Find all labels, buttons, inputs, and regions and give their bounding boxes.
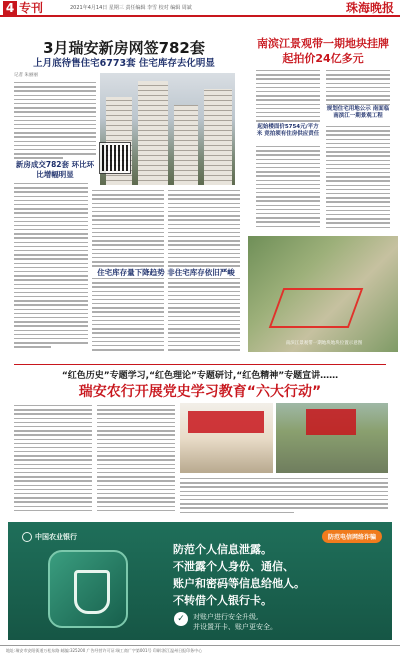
- headline-story1: 3月瑞安新房网签782套: [43, 39, 205, 57]
- headline-story2: 南滨江景观带一期地块挂牌: [257, 37, 389, 50]
- subheadline-story1: 上月底待售住宅6773套 住宅库存去化明显: [33, 58, 215, 69]
- ad-small-1: 对账户进行安全升级,: [193, 613, 259, 621]
- bank-logo: [22, 532, 77, 542]
- ad-line-2: 不泄露个人身份、通信、: [173, 560, 294, 573]
- lock-icon: ✓: [174, 612, 188, 626]
- ad-badge: 防范电信网络诈骗: [322, 530, 382, 543]
- story3-col3-text: [180, 478, 388, 516]
- story1-col1-text: [14, 183, 88, 351]
- masthead: [0, 0, 400, 17]
- bank-logo-icon: [22, 532, 32, 542]
- story2-subhead-2: 规划住宅用地公示 南面临南滨江一期景观工程: [326, 106, 390, 119]
- story2-col2-text-2: [326, 126, 390, 231]
- section-divider: [14, 364, 386, 365]
- story2-subhead-1: 起始楼面价5754元/平方米 竞拍须有住房供应责任: [256, 124, 320, 137]
- subheadline-story2: 起拍价24亿多元: [282, 52, 364, 65]
- ad-line-3: 账户和密码等信息给他人。: [173, 577, 305, 590]
- story2-col1-text-2: [256, 146, 320, 230]
- story3-col2-text: [97, 405, 175, 514]
- page-number: 4: [3, 1, 17, 15]
- box-title: 住宅库存量下降趋势 非住宅库存依旧严峻: [92, 268, 240, 278]
- issue-meta: 2021年4月14日 星期三 责任编辑 李雪 校对 编辑 周斌: [70, 5, 192, 11]
- page-footer: 地址:瑞安市安阳街道万松东路 邮编:325200 广告经营许可证:瑞工商广字第001号 印刷:浙江温州日报印务中心: [0, 645, 400, 656]
- ad-line-4: 不转借个人银行卡。: [173, 594, 272, 607]
- ad-small-2: 并设置开卡、账户更安全。: [193, 623, 277, 631]
- author-byline: 记者 朱丽丽: [14, 73, 38, 78]
- story2-col2-text: [326, 70, 390, 108]
- ad-line-1: 防范个人信息泄露。: [173, 543, 272, 556]
- photo-aerial-site: [248, 236, 398, 352]
- photo-meeting: [180, 403, 273, 473]
- story2-col1-text: [256, 70, 320, 124]
- headline-story3: 瑞安农行开展党史学习教育“六大行动”: [78, 384, 322, 400]
- story1-intro-text: [14, 82, 96, 162]
- land-plot-outline: [269, 288, 364, 328]
- bank-advertisement: [8, 522, 392, 640]
- story3-kicker: “红色历史”专题学习,“红色理论”专题研讨,“红色精神”专题宣讲……: [61, 371, 339, 381]
- shield-lock-icon: [48, 550, 128, 628]
- photo-outdoor-event: [276, 403, 388, 473]
- section-title: 专刊: [19, 1, 44, 15]
- photo-caption: 南滨江景观带一期地块地块位置示意图: [285, 341, 363, 346]
- sidebar-title: 新房成交782套 环比环比增幅明显: [15, 160, 95, 179]
- story3-col1-text: [14, 405, 92, 514]
- qr-code-icon: [100, 143, 130, 173]
- paper-logo: 珠海晚报: [345, 1, 394, 15]
- bank-name: 中国农业银行: [35, 533, 77, 541]
